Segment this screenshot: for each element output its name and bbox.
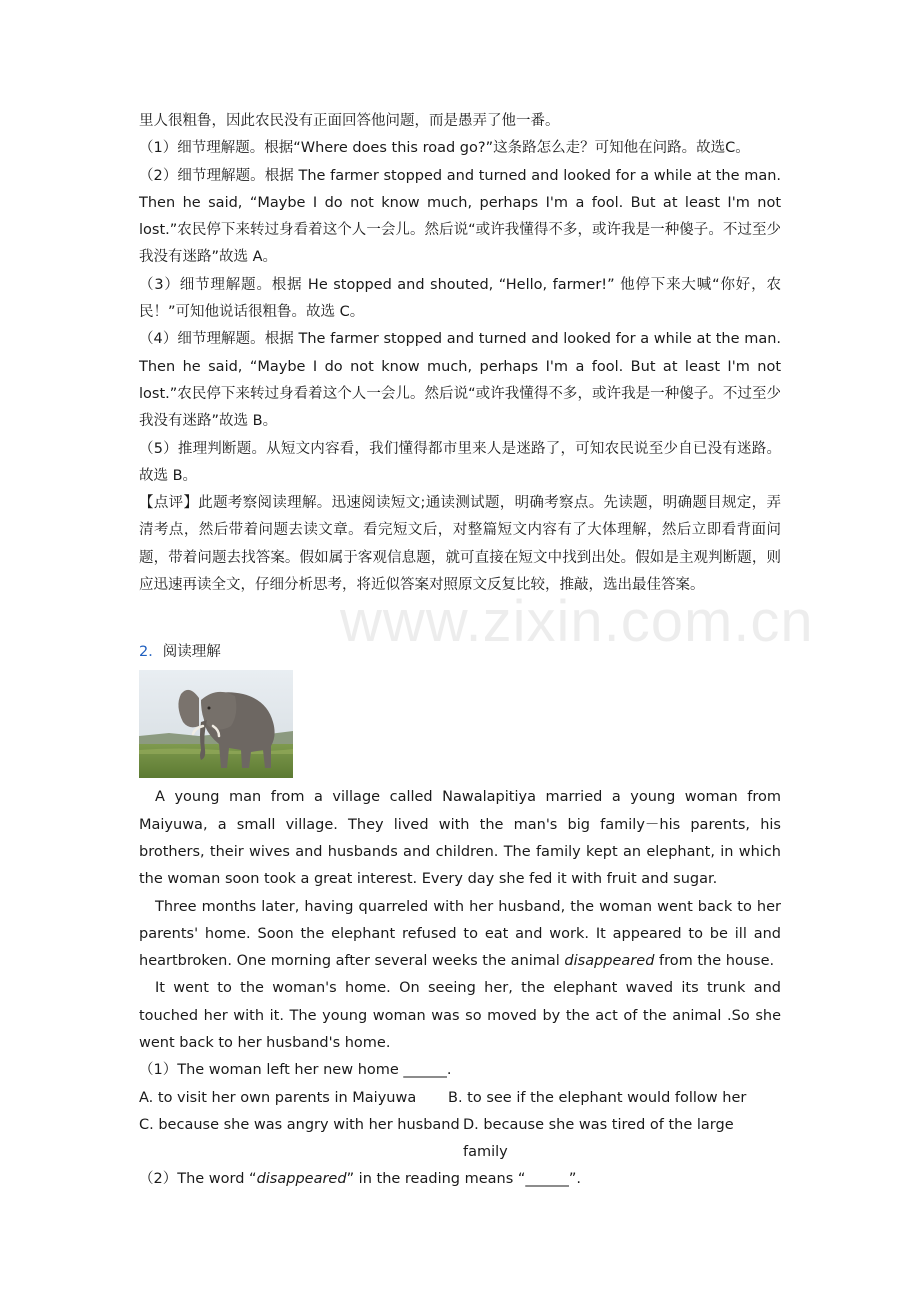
section-title: 阅读理解	[162, 644, 221, 661]
analysis-comment: 【点评】此题考察阅读理解。迅速阅读短文;通读测试题，明确考察点。先读题，明确题目规定，弄清考点，然后带着问题去读文章。看完短文后，对整篇短文内容有了大体理解，然后立即看背面问题，带着问题去找答案。假如属于客观信息题，就可直接在短文中找到出处。假如是主观判断题，则应迅速再读全文，仔细分析思考，将近似答案对照原文反复比较，推敲，选出最佳答案。	[139, 495, 781, 594]
question-1-options-row-2	[139, 1112, 781, 1166]
keyword-disappeared: disappeared	[256, 1170, 347, 1187]
analysis-q3: （3）细节理解题。根据 He stopped and shouted, “Hello, farmer!” 他停下来大喊“你好，农民！”可知他说话很粗鲁。故选 C。	[139, 276, 781, 321]
option-a: A. to visit her own parents in Maiyuwa	[139, 1089, 417, 1106]
analysis-q5: （5）推理判断题。从短文内容看，我们懂得都市里来人是迷路了，可知农民说至少自已没有迷路。故选 B。	[139, 440, 781, 484]
passage-text: Three months later, having quarreled with her husband, the woman went back to her parents' home. Soon the elephant refused to eat and work. It appeared to be ill and heartbroken. One morning after several weeks the animal	[139, 898, 781, 970]
question-2-stem	[139, 1166, 781, 1193]
passage-paragraph-3: It went to the woman's home. On seeing her, the elephant waved its trunk and touched her with it. The young woman was so moved by the act of the animal .So she went back to her husband's home.	[139, 980, 781, 1052]
document-page	[139, 108, 781, 1193]
passage-text: from the house.	[654, 953, 775, 970]
passage-paragraph-1: A young man from a village called Nawalapitiya married a young woman from Maiyuwa, a small village. They lived with the man's big family－his parents, his brothers, their wives and husbands and children. The family kept an elephant, in which the woman soon took a great interest. Every day she fed it with fruit and sugar.	[139, 789, 781, 888]
passage-paragraph-2	[139, 894, 781, 976]
option-d: D. because she was tired of the large family	[462, 1116, 734, 1160]
analysis-intro: 里人很粗鲁，因此农民没有正面回答他问题，而是愚弄了他一番。	[139, 113, 560, 129]
keyword-disappeared: disappeared	[564, 953, 655, 970]
option-c: C. because she was angry with her husband	[139, 1116, 460, 1133]
question-1-stem: （1）The woman left her new home ______.	[139, 1062, 452, 1079]
analysis-q1: （1）细节理解题。根据“Where does this road go?”这条路怎么走？可知他在问路。故选C。	[139, 140, 750, 157]
analysis-q2: （2）细节理解题。根据 The farmer stopped and turned and looked for a while at the man. Then he said, “Maybe I do not know much, perhaps I'm a fool. But at least I'm not lost.”农民停下来转过身看着这个人一会儿。然后说“或许我懂得不多，或许我是一种傻子。不过至少我没有迷路”故选 A。	[139, 167, 781, 266]
analysis-q4: （4）细节理解题。根据 The farmer stopped and turned and looked for a while at the man. Then he said, “Maybe I do not know much, perhaps I'm a fool. But at least I'm not lost.”农民停下来转过身看着这个人一会儿。然后说“或许我懂得不多，或许我是一种傻子。不过至少我没有迷路”故选 B。	[139, 331, 781, 430]
question-text: ” in the reading means “______”.	[346, 1170, 582, 1187]
section-heading	[139, 639, 781, 666]
section-number: 2．	[139, 644, 163, 661]
elephant-photo-icon	[139, 670, 293, 778]
option-b: B. to see if the elephant would follow her	[448, 1089, 747, 1106]
watermark: www.zixin.com.cn	[340, 589, 814, 654]
question-text: （2）The word “	[139, 1170, 257, 1187]
question-1-options-row-1	[139, 1085, 781, 1112]
